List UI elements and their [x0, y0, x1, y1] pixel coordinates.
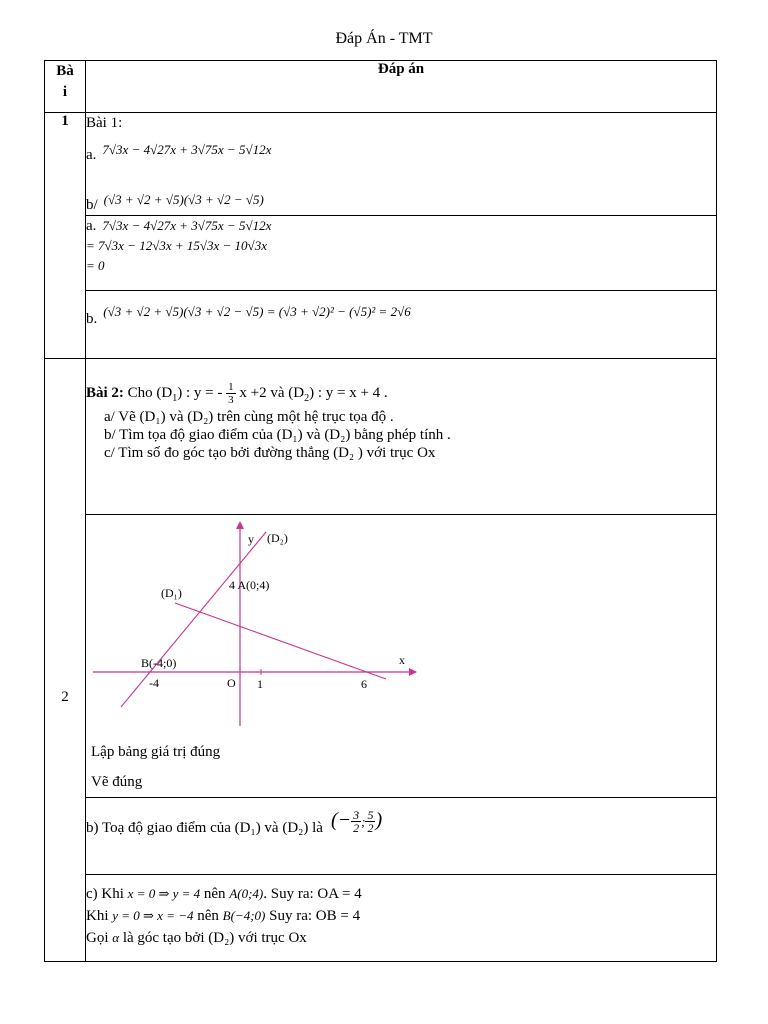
c2-point: B(−4;0) [222, 908, 266, 923]
bai2-q-a: a/ Vẽ (D₁) và (D₂) trên cùng một hệ trục tọa độ . [104, 408, 394, 425]
bai2-sub2: 2 [304, 392, 310, 404]
document-title: Đáp Án - TMT [335, 30, 433, 47]
tick-label-origin: O [227, 676, 236, 690]
bai1-title: Bài 1: [86, 115, 123, 131]
bai2-fraction [226, 381, 236, 406]
bai1-sol-a-line1: 7√3x − 4√27x + 3√75x − 5√12x [102, 218, 272, 233]
table-header-row [45, 61, 717, 113]
label-y: y [248, 532, 254, 546]
line-d2 [121, 532, 266, 707]
label-point-a: 4 A(0;4) [229, 578, 270, 592]
bai1-solution-a-row [45, 216, 717, 291]
b-frac1-num: 3 [353, 807, 360, 822]
c3-post: là góc tạo bởi (D₂) với trục Ox [122, 930, 307, 946]
header-bai-bottom: i [62, 84, 68, 100]
bai1-solution-a-cell [86, 216, 717, 291]
x-axis-arrow [409, 668, 417, 676]
c2-post: Suy ra: OB = 4 [269, 908, 361, 924]
c1-math: x = 0 ⇒ y = 4 [127, 886, 201, 901]
header-col-dap-an: Đáp án [86, 61, 717, 113]
bai2-intro-post: x +2 và (D [239, 384, 305, 401]
bai2-frac-num: 1 [228, 381, 234, 393]
bai2-title: Bài 2: [86, 384, 124, 401]
label-x: x [399, 653, 405, 667]
label-point-b: B(-4;0) [141, 656, 177, 670]
c2-pre: Khi [86, 908, 109, 924]
b-frac1-den: 2 [353, 820, 360, 835]
bai2-number: 2 [45, 359, 86, 962]
bai2-intro-end: ) : y = x + 4 . [309, 384, 388, 401]
bai2-intro-pre: Cho (D [127, 384, 173, 401]
bai1-solution-b-row [45, 291, 717, 359]
bai2-question-cell [86, 359, 717, 515]
bai2-graph-row [45, 515, 717, 798]
bai2-b-point: (− $\frac{3}{2}$ ; $\frac{5}{2}$ ) [330, 807, 383, 835]
tick-label-1: 1 [257, 677, 263, 691]
bai2-c-line2 [86, 905, 716, 927]
bai2-q-b: b/ Tìm tọa độ giao điểm của (D₁) và (D₂) bằng phép tính . [104, 426, 451, 443]
bai2-graph-cell [86, 515, 717, 798]
bai2-intro [86, 381, 716, 408]
c2-mid: nên [197, 908, 219, 924]
bai1-sol-a-line3: = 0 [86, 258, 105, 273]
bai2-intro-mid: ) : y = - [177, 384, 223, 401]
bai2-frac-den: 3 [228, 394, 234, 406]
c1-point: A(0;4) [229, 886, 264, 901]
bai2-sub1: 1 [172, 392, 178, 404]
header-col-bai [45, 61, 86, 113]
bai2-answer-c-row [45, 875, 717, 962]
bai1-q-b-expr: (√3 + √2 + √5)(√3 + √2 − √5) [103, 192, 264, 207]
label-d1: (D₁) [161, 586, 182, 600]
bai1-question-cell [86, 113, 717, 216]
bai2-answer-b-cell [86, 798, 717, 875]
bai2-c-line3 [86, 927, 716, 949]
bai1-q-a-expr: 7√3x − 4√27x + 3√75x − 5√12x [102, 142, 272, 157]
header-bai-top: Bà [56, 63, 74, 79]
coordinate-graph [91, 521, 421, 731]
b-frac2-den: 2 [367, 820, 374, 835]
bai1-q-a-label: a. [86, 147, 97, 163]
bai1-sol-b-expr: (√3 + √2 + √5)(√3 + √2 − √5) = (√3 + √2)² − (√5)² = 2√6 [103, 304, 411, 319]
bai1-sol-b-label: b. [86, 311, 98, 327]
c1-post: . Suy ra: OA = 4 [263, 886, 362, 902]
c3-alpha: α [112, 930, 120, 945]
c3-pre: Gọi [86, 930, 109, 946]
bai2-answer-c-cell [86, 875, 717, 962]
b-frac2-num: 5 [367, 807, 374, 822]
answer-table [44, 60, 717, 962]
bai1-sol-a-label: a. [86, 218, 97, 234]
c2-math: y = 0 ⇒ x = −4 [112, 908, 194, 923]
c1-pre: c) Khi [86, 886, 124, 902]
bai2-answer-b-row [45, 798, 717, 875]
bai2-question-row [45, 359, 717, 515]
bai1-question-row [45, 113, 717, 216]
bai1-q-b-label: b/ [86, 197, 98, 213]
bai2-note-table: Lập bảng giá trị đúng [91, 744, 221, 760]
tick-label-minus4: -4 [149, 676, 159, 690]
bai2-q-c: c/ Tìm số đo góc tạo bởi đường thẳng (D₂ ) với trục Ox [104, 444, 436, 461]
line-d1 [175, 603, 386, 679]
bai1-number: 1 [45, 113, 86, 359]
bai2-c-line1 [86, 883, 716, 905]
bai2-b-text: b) Toạ độ giao điểm của (D₁) và (D₂) là [86, 820, 323, 836]
bai1-sol-a-line2: = 7√3x − 12√3x + 15√3x − 10√3x [86, 238, 267, 253]
tick-label-6: 6 [361, 677, 367, 691]
y-axis-arrow [236, 521, 244, 529]
label-d2: (D₂) [267, 531, 288, 545]
c1-mid: nên [203, 886, 226, 902]
bai2-note-draw: Vẽ đúng [91, 774, 143, 790]
bai1-solution-b-cell [86, 291, 717, 359]
